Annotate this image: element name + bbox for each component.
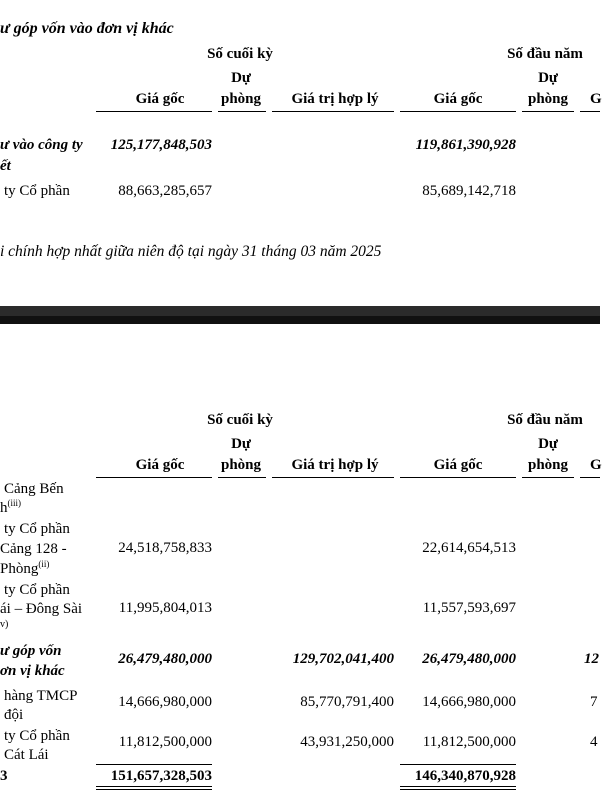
header-start-fair-cut: G: [590, 91, 602, 107]
t2-total-cost-end: 151,657,328,503: [110, 768, 212, 784]
t2-row6-label-2: Cát Lái: [4, 747, 49, 763]
rule-total-cost-start-bottom-2: [400, 789, 516, 790]
rule-total-cost-start-top: [400, 764, 516, 765]
rule-total-cost-end-bottom-2: [96, 789, 212, 790]
t1-row1-cost-start: 119,861,390,928: [415, 137, 516, 153]
t2-row1-label-1: Cảng Bến: [4, 481, 64, 497]
t2-row4-fair-end: 129,702,041,400: [292, 651, 394, 667]
header2-start-year: Số đầu năm: [507, 412, 583, 428]
t2-row5-fair-end: 85,770,791,400: [300, 694, 394, 710]
section-title: ư góp vốn vào đơn vị khác: [0, 20, 174, 37]
t2-row3-cost-end: 11,995,804,013: [118, 600, 212, 616]
header2-fair-value: Giá trị hợp lý: [291, 457, 379, 473]
t2-row3-label-2: ái – Đông Sài: [0, 601, 83, 617]
rule-cost-start: [400, 111, 516, 112]
t2-row5-cost-start: 14,666,980,000: [422, 694, 516, 710]
t2-row1-label-2: $h^{(iii)}$: [0, 498, 21, 516]
header2-provision-1: Dự: [231, 436, 251, 452]
rule2-cost-start: [400, 477, 516, 478]
header-cost: Giá gốc: [135, 91, 185, 107]
header-start-year: Số đầu năm: [507, 46, 583, 62]
t2-row3-label-1: ty Cổ phần: [4, 582, 70, 598]
header2-start-provision-2: phòng: [527, 457, 569, 473]
rule-fair-start: [580, 111, 600, 112]
t1-row1-cost-end: 125,177,848,503: [110, 137, 212, 153]
rule2-fair-start: [580, 477, 600, 478]
rule-provision-end: [218, 111, 266, 112]
header-provision-2: phòng: [220, 91, 262, 107]
t2-row2-label-3: Phòng$^{(ii)}$: [0, 559, 50, 577]
page-break-band-bottom: [0, 316, 600, 324]
t2-row3-cost-start: 11,557,593,697: [422, 600, 516, 616]
rule-cost-end: [96, 111, 212, 112]
t1-row2-cost-start: 85,689,142,718: [422, 183, 516, 199]
rule2-fair-end: [272, 477, 394, 478]
t1-row2-label: ty Cổ phần: [4, 183, 70, 199]
rule-total-cost-end-top: [96, 764, 212, 765]
t2-row4-cost-end: 26,479,480,000: [118, 651, 212, 667]
t2-row6-fair-end: 43,931,250,000: [300, 734, 394, 750]
rule2-provision-end: [218, 477, 266, 478]
t2-row6-fair-cut: 4: [590, 734, 598, 750]
header2-cost: Giá gốc: [135, 457, 185, 473]
t2-row2-label-1: ty Cổ phần: [4, 521, 70, 537]
header-start-provision-1: Dự: [538, 70, 558, 86]
t2-row5-label-1: hàng TMCP: [4, 688, 78, 704]
t2-row5-fair-cut: 7: [590, 694, 598, 710]
t2-row4-label-1: ư góp vốn: [0, 643, 62, 659]
rule-provision-start: [522, 111, 574, 112]
t2-total-label: 3: [0, 768, 8, 784]
header2-start-cost: Giá gốc: [433, 457, 483, 473]
t2-row4-label-2: ơn vị khác: [0, 663, 65, 679]
header2-start-fair-cut: G: [590, 457, 602, 473]
header-start-cost: Giá gốc: [433, 91, 483, 107]
header2-provision-2: phòng: [220, 457, 262, 473]
rule-total-cost-start-bottom-1: [400, 786, 516, 787]
rule-total-cost-end-bottom-1: [96, 786, 212, 787]
header-provision-1: Dự: [231, 70, 251, 86]
t2-row3-label-3: v): [0, 619, 9, 630]
header-fair-value: Giá trị hợp lý: [291, 91, 379, 107]
t2-row6-label-1: ty Cổ phần: [4, 728, 70, 744]
header-end-period: Số cuối kỳ: [207, 46, 273, 62]
t2-row1-note: (iii): [7, 498, 21, 508]
t2-row2-cost-end: 24,518,758,833: [118, 540, 212, 556]
rule2-cost-end: [96, 477, 212, 478]
header2-start-provision-1: Dự: [538, 436, 558, 452]
t2-row6-cost-start: 11,812,500,000: [422, 734, 516, 750]
footer-note: i chính hợp nhất giữa niên độ tại ngày 31 tháng 03 năm 2025: [0, 243, 382, 260]
t2-row6-cost-end: 11,812,500,000: [118, 734, 212, 750]
header2-end-period: Số cuối kỳ: [207, 412, 273, 428]
t2-row4-cost-start: 26,479,480,000: [422, 651, 516, 667]
t2-row2-note: (ii): [38, 559, 50, 569]
header-start-provision-2: phòng: [527, 91, 569, 107]
t2-row5-cost-end: 14,666,980,000: [118, 694, 212, 710]
rule-fair-end: [272, 111, 394, 112]
t1-row2-cost-end: 88,663,285,657: [118, 183, 212, 199]
t2-row5-label-2: đội: [4, 707, 24, 723]
t1-row1-label-2: ết: [0, 158, 11, 174]
t1-row1-label-1: ư vào công ty: [0, 137, 83, 153]
t2-row4-fair-cut: 12: [584, 651, 599, 667]
page-break-band-top: [0, 306, 600, 316]
t2-row2-cost-start: 22,614,654,513: [422, 540, 516, 556]
rule2-provision-start: [522, 477, 574, 478]
t2-row2-label-2: Cảng 128 -: [0, 541, 67, 557]
t2-total-cost-start: 146,340,870,928: [414, 768, 516, 784]
